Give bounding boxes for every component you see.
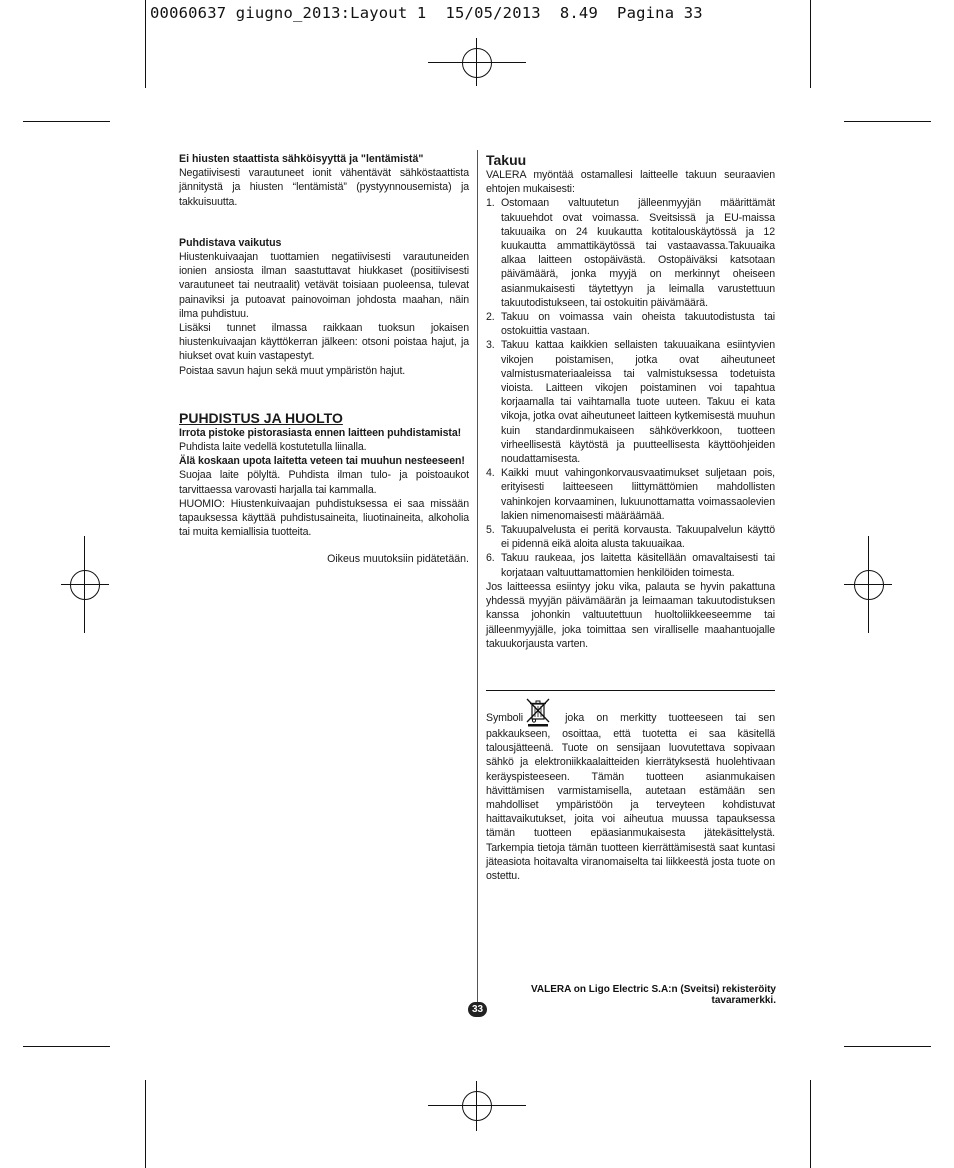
registration-top-circle: [462, 48, 492, 78]
trademark-notice: VALERA on Ligo Electric S.A:n (Sveitsi) rekisteröity tavaramerkki.: [530, 984, 776, 1006]
warranty-term-text: Takuu on voimassa vain oheista takuutodistusta tai ostokuittia vastaan.: [501, 311, 775, 338]
crop-mark-bottom-left-v: [145, 1080, 146, 1168]
care-heading: PUHDISTUS JA HUOLTO: [179, 409, 343, 426]
crop-mark-bottom-right-v: [810, 1080, 811, 1168]
warranty-term-number: 6.: [486, 552, 495, 565]
page-number-badge: 33: [468, 1002, 487, 1017]
cleaning-paragraph-2: Lisäksi tunnet ilmassa raikkaan tuoksun jokaisen hiustenkuivaajan käyttökerran jälkeen: otsoni poistaa hajut, ja hiukset ovat kuin vastapestyt.: [179, 322, 469, 363]
cleaning-paragraph-1: Hiustenkuivaajan tuottamien negatiivisesti varautuneiden ionien ansiosta ilman saastuttavat hiukkaset (positiivisesti varautuneet tai neutraalit) vetävät toisiaan puoleensa, tulevat painaviksi ja putoavat painovoiman johdosta maahan, näin ilma puhdistuu.: [179, 251, 469, 320]
warranty-term-text: Takuu raukeaa, jos laitetta käsitellään omavaltaisesti tai korjataan valtuuttamattomien henkilöiden toimesta.: [501, 552, 775, 579]
warranty-term-number: 2.: [486, 311, 495, 324]
crop-mark-top-left-v: [145, 0, 146, 88]
cleaning-heading: Puhdistava vaikutus: [179, 236, 282, 249]
weee-text-body: joka on merkitty tuotteeseen tai sen pakkaukseen, osoittaa, että tuotetta ei saa käsitellä talousjätteenä. Tuote on sensijaan luovutettava sopivaan sähkö ja elektroniikkaalaitteiden kierrätyksestä huolehtivaan keräyspisteeseen. Tämän tuotteen asianmukaisen hävittämisen varmistamisella, autetaan estämään sen mahdolliset ympäristöön ja terveyteen kohdistuvat haittavaikutukset, joita voi aiheutua muussa tapauksessa tämän tuotteen epäasianmukaisesta jätekäsittelystä. Tarkempia tietoja tämän tuotteen kierrättämisestä saat kuntasi jäteasiota hoitavalta viranomaiselta tai liikkeestä josta tuote on ostettu.: [486, 712, 775, 883]
care-paragraph-3: HUOMIO: Hiustenkuivaajan puhdistuksessa ei saa missään tapauksessa käyttää puhdistusaineita, liuotinaineita, alkoholia tai muita kemiallisia tuotteita.: [179, 497, 469, 539]
warranty-intro: VALERA myöntää ostamallesi laitteelle takuun seuraavien ehtojen mukaisesti:: [486, 169, 775, 196]
registration-bottom-circle: [462, 1091, 492, 1121]
care-warning-unplug: Irrota pistoke pistorasiasta ennen laitteen puhdistamista!: [179, 426, 462, 439]
warranty-term-text: Kaikki muut vahingonkorvausvaatimukset suljetaan pois, erityisesti laitteeseen liittymättömien mahdollisten vahinkojen korvaaminen, lukuunottamatta voimassaolevien lakien nimenomaisesti määräämää.: [501, 467, 775, 522]
care-paragraph-1: Puhdista laite vedellä kostutetulla liinalla.: [179, 441, 367, 454]
crop-mark-bottom-left-h: [23, 1046, 110, 1047]
right-column: [486, 152, 775, 651]
weee-notice: [486, 697, 775, 883]
care-paragraph-2: Suojaa laite pölyltä. Puhdista ilman tulo- ja poistoaukot tarvittaessa varovasti harjalla tai kammalla.: [179, 469, 469, 496]
warranty-term-text: Takuu kattaa kaikkien sellaisten takuuaikana esiintyvien vikojen poistamisen, jotka ovat aiheutuneet valmistusmateriaaleissa tai valmistuksessa todetuista vioista. Laitteen vikojen poistaminen voi tapahtua korjaamalla tai vaihtamalla tuote uuteen. Takuu ei kata vikoja, jotka ovat aiheutuneet laitteen kytkemisestä muuhun kuin standardinmukaiseen sähköverkkoon, tuotteen virheellisestä käytöstä ja puutteellisesta käyttöohjeiden noudattamisesta.: [501, 339, 775, 466]
weee-text-lead: Symboli: [486, 712, 523, 724]
warranty-term: [486, 338, 775, 466]
care-warning-immerse: Älä koskaan upota laitetta veteen tai muuhun nesteeseen!: [179, 455, 465, 468]
section-rule: [486, 690, 775, 691]
warranty-term: [486, 551, 775, 579]
warranty-term-text: Takuupalvelusta ei peritä korvausta. Takuupalvelun käyttö ei pidennä eikä aloita alusta takuuaikaa.: [501, 524, 775, 551]
warranty-term-text: Ostomaan valtuutetun jälleenmyyjän määrittämät takuuehdot ovat voimassa. Sveitsissä ja EU-maissa takuuaika on 24 kuukautta kotitalouskäytössä ja 12 kuukautta ammattikäytössä tai vastaavassa.Takuuaika alkaa laitteen ostopäivästä. Ostopäiväksi katsotaan päivämäärä, jonka myyjä on merkinnyt oheiseen asianmukaisesti täytettyyn ja leimalla varustettuun takuutodistukseen, tai ostokuitin päivämäärä.: [501, 197, 775, 309]
registration-right-circle: [854, 570, 884, 600]
warranty-heading: Takuu: [486, 152, 527, 168]
warranty-term: [486, 523, 775, 551]
crossed-out-wheelie-bin-icon: [525, 697, 551, 727]
static-body: Negatiivisesti varautuneet ionit vähentävät sähköstaattista jännitystä ja hiusten “lentämistä” (pystyynnousemista) ja takkuisuutta.: [179, 167, 469, 208]
left-column: [179, 152, 469, 566]
warranty-outro: Jos laitteessa esiintyy joku vika, palauta se hyvin pakattuna yhdessä myyjän päivämäärän ja leimaaman takuutodistuksen kanssa johonkin valtuutettuun huoltoliikkeeseemme tai jälleenmyyjälle, joka toimittaa sen viralliselle maahantuojalle takuukorjausta varten.: [486, 580, 775, 650]
column-divider: [477, 150, 478, 1010]
warranty-term-number: 5.: [486, 524, 495, 537]
print-slug: 00060637 giugno_2013:Layout 1 15/05/2013 8.49 Pagina 33: [150, 4, 703, 22]
warranty-term-number: 4.: [486, 467, 495, 480]
rights-reserved-note: Oikeus muutoksiin pidätetään.: [327, 553, 469, 566]
crop-mark-top-right-h: [844, 121, 931, 122]
warranty-term: [486, 310, 775, 338]
warranty-terms-list: [486, 196, 775, 579]
registration-left-circle: [70, 570, 100, 600]
cleaning-paragraph-3: Poistaa savun hajun sekä muut ympäristön hajut.: [179, 364, 406, 377]
crop-mark-bottom-right-h: [844, 1046, 931, 1047]
crop-mark-top-left-h: [23, 121, 110, 122]
static-heading: Ei hiusten staattista sähköisyyttä ja "lentämistä": [179, 153, 424, 165]
warranty-term-number: 1.: [486, 197, 495, 210]
crop-mark-top-right-v: [810, 0, 811, 88]
warranty-term: [486, 196, 775, 310]
warranty-term-number: 3.: [486, 339, 495, 352]
weee-text: [486, 697, 775, 883]
warranty-term: [486, 466, 775, 523]
